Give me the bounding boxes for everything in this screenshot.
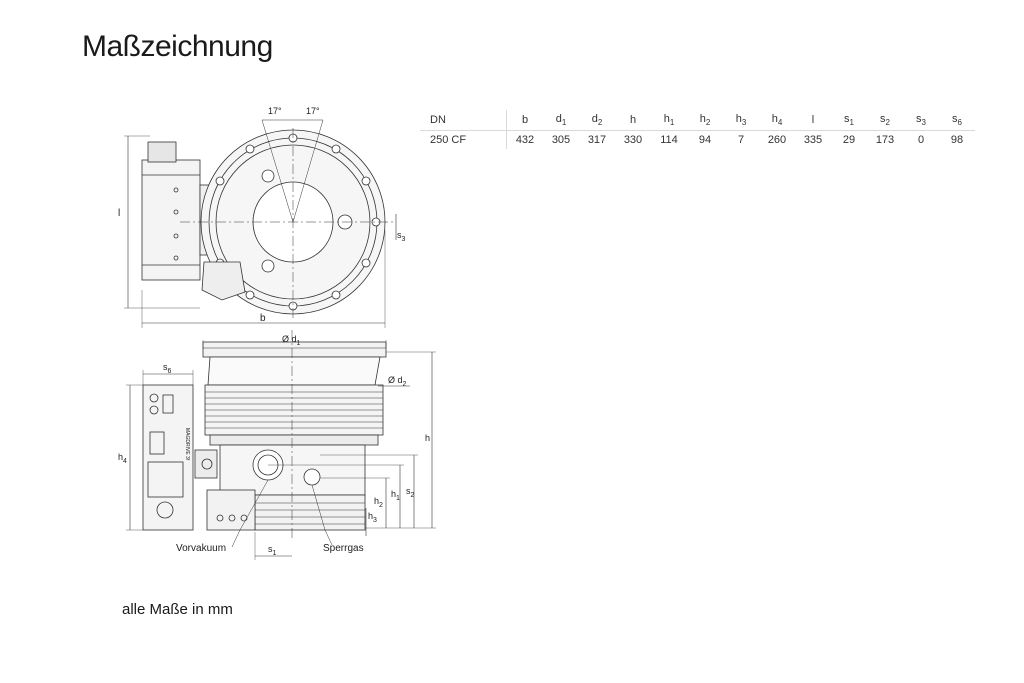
table-row [420,131,975,150]
angle-label-left: 17° [268,106,282,116]
column-header: DN [420,110,507,131]
column-header: $s_1$ [844,113,854,128]
dim-label-d1: Ø $d_1$ [282,334,301,347]
dim-label-b: b [260,313,266,324]
page-title: Maßzeichnung [82,30,273,63]
dim-label-s2: $s_2$ [406,486,415,499]
table-cell: 317 [587,134,607,147]
table-cell: 29 [842,134,856,147]
table-cell: 0 [917,134,925,147]
table-cell: 173 [875,134,895,147]
footer-note: alle Maße in mm [122,601,233,618]
table-cell: 260 [767,134,787,147]
table-cell: 432 [515,134,535,147]
table-cell: 330 [623,134,643,147]
column-header: $h_4$ [771,113,783,128]
dimension-table [420,110,975,149]
device-marking: MAGDRIVE 3f [184,428,190,461]
dim-label-s6: $s_6$ [163,362,172,375]
dim-label-h1: $h_1$ [391,489,400,502]
column-header: b [521,114,529,127]
pump-flange-side [203,342,386,357]
angle-label-right: 17° [306,106,320,116]
dim-label-s1: $s_1$ [268,544,277,557]
dim-label-h3: $h_3$ [368,511,377,524]
dim-label-l: l [118,208,121,219]
callout-vorvakuum: Vorvakuum [176,543,227,554]
column-header: $h_1$ [663,113,675,128]
column-header: h [629,114,637,127]
dim-label-h: h [425,433,431,443]
dim-label-h2: $h_2$ [374,496,383,509]
callout-sperrgas: Sperrgas [323,543,364,554]
column-header: $d_2$ [591,113,603,128]
table-cell: 335 [803,134,823,147]
dim-label-d2: Ø $d_2$ [388,375,407,388]
column-header: $s_2$ [880,113,890,128]
table-cell: 250 CF [420,131,507,150]
column-header: $d_1$ [555,113,567,128]
table-cell: 305 [551,134,571,147]
table-cell: 114 [660,134,678,147]
column-header: $s_3$ [916,113,926,128]
column-header: $s_6$ [952,113,962,128]
column-header: $h_2$ [699,113,711,128]
table-header-row [420,110,975,131]
controller-top-view [142,160,200,280]
table-cell: 98 [950,134,964,147]
table-cell: 7 [737,134,745,147]
table-cell: 94 [698,134,712,147]
column-header: l [811,114,815,127]
dim-label-s3: $s_3$ [397,230,406,243]
dim-label-h4: $h_4$ [118,452,127,465]
column-header: $h_3$ [735,113,747,128]
